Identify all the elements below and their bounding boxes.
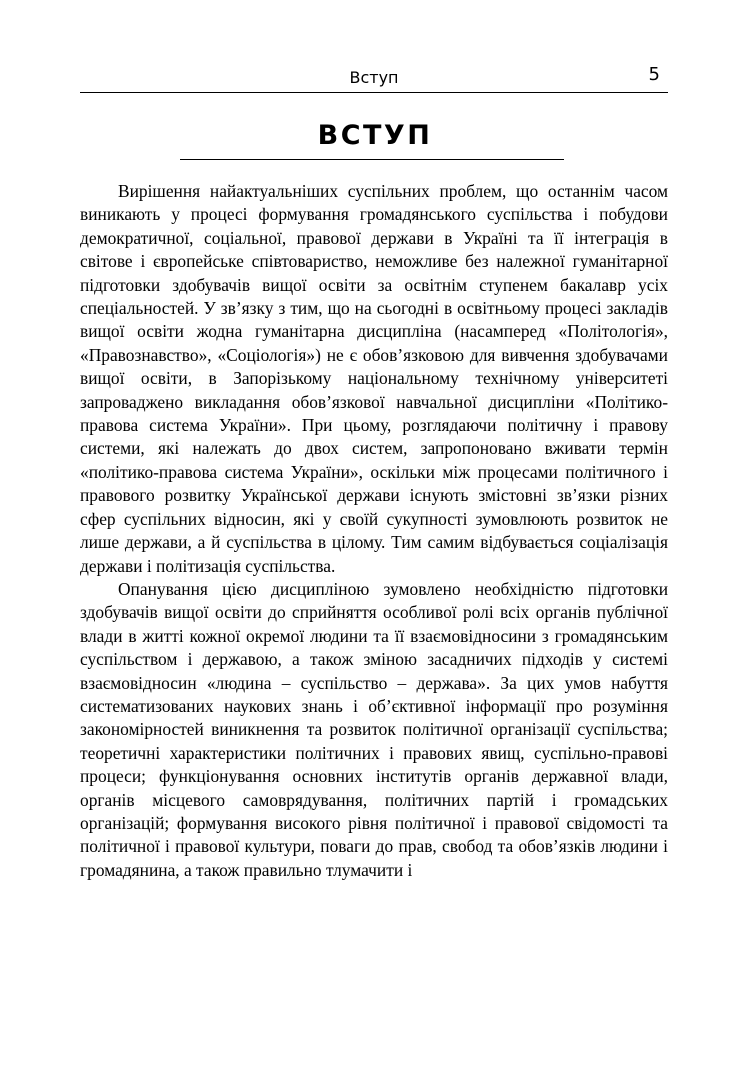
title-underline bbox=[180, 159, 564, 160]
page-header bbox=[80, 64, 668, 93]
paragraph-1: Вирішення найактуальніших суспільних проблем, що останнім часом виникають у процесі формування громадянського суспільства і побудови демократичної, соціальної, правової держави в Україні та її інтеграція в світове і європейське співтовариство, неможливе без належної гуманітарної підготовки здобувачів вищої освіти за освітнім ступенем бакалавр усіх спеціальностей. У зв’язку з тим, що на сьогодні в освітньому процесі закладів вищої освіти жодна гуманітарна дисципліна (насамперед «Політологія», «Правознавство», «Соціологія») не є обов’язковою для вивчення здобувачами вищої освіти, в Запорізькому національному технічному університеті запроваджено викладання обов’язкової навчальної дисципліни «Політико-правова система України». При цьому, розглядаючи політичну і правову системи, які належать до двох систем, запропоновано вживати термін «політико-правова система України», оскільки між процесами політичного і правового розвитку Української держави існують змістовні зв’язки різних сфер суспільних відносин, які у своїй сукупності зумовлюють розвиток не лише держави, а й суспільства в цілому. Тим самим відбувається соціалізація держави і політизація суспільства. bbox=[80, 181, 668, 576]
paragraph-2: Опанування цією дисципліною зумовлено необхідністю підготовки здобувачів вищої освіти до сприйняття особливої ролі всіх органів публічної влади в житті кожної окремої людини та її взаємовідносини з громадянським суспільством і державою, а також зміною засадничих підходів у системі взаємовідносин «людина – суспільство – держава». За цих умов набуття систематизованих наукових знань і об’єктивної інформації про розуміння закономірностей виникнення та розвиток політичної організації суспільства; теоретичні характеристики політичних і правових явищ, суспільно-правові процеси; функціонування основних інститутів органів державної влади, органів місцевого самоврядування, політичних партій і громадських організацій; формування високого рівня політичної і правової свідомості та політичної і правової культури, поваги до прав, свобод та обов’язків людини і громадянина, а також правильно тлумачити і bbox=[80, 578, 668, 880]
body-text bbox=[80, 180, 668, 882]
page-title: ВСТУП bbox=[317, 120, 433, 151]
running-head: Вступ bbox=[349, 68, 399, 87]
page-number: 5 bbox=[648, 64, 660, 85]
